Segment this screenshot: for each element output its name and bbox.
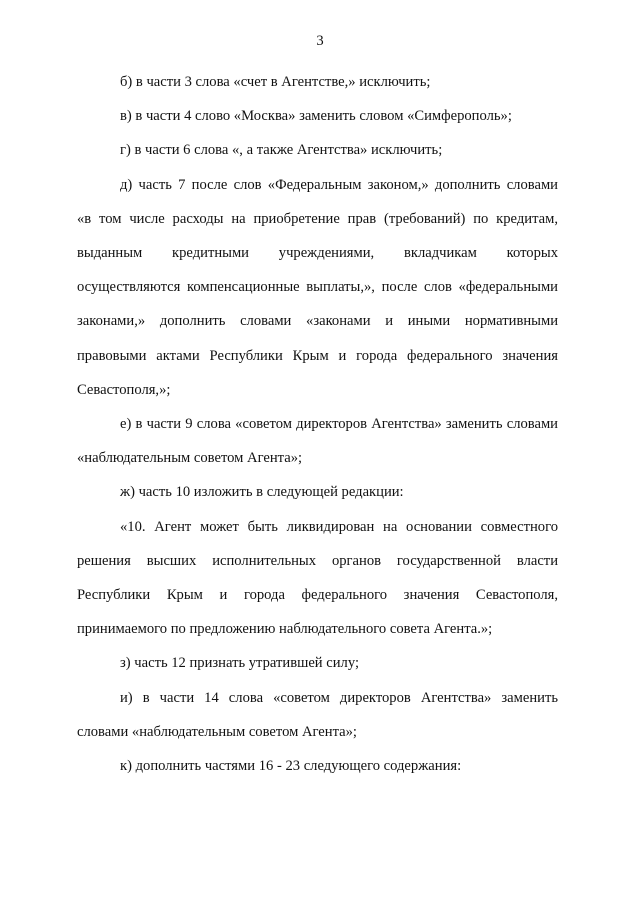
document-body	[77, 65, 558, 783]
paragraph-line: е) в части 9 слова «советом директоров Агентства» заменить словами	[120, 416, 558, 433]
paragraph-line: г) в части 6 слова «, а также Агентства» исключить;	[120, 142, 443, 159]
paragraph	[77, 681, 558, 749]
paragraph-line: осуществляются компенсационные выплаты,», после слов «федеральными	[77, 279, 558, 296]
paragraph	[77, 749, 558, 783]
paragraph-line: в) в части 4 слово «Москва» заменить словом «Симферополь»;	[120, 108, 512, 125]
paragraph-line: словами «наблюдательным советом Агента»;	[77, 723, 357, 740]
paragraph-line: правовыми актами Республики Крым и города федерального значения	[77, 347, 558, 364]
paragraph-line: з) часть 12 признать утратившей силу;	[120, 655, 359, 672]
paragraph-line: ж) часть 10 изложить в следующей редакции:	[120, 484, 404, 501]
paragraph-line: к) дополнить частями 16 - 23 следующего содержания:	[120, 758, 462, 775]
paragraph	[77, 510, 558, 647]
paragraph-line: решения высших исполнительных органов государственной власти	[77, 552, 558, 569]
paragraph-line: принимаемого по предложению наблюдательного совета Агента.»;	[77, 621, 493, 638]
paragraph-line: выданным кредитными учреждениями, вкладчикам которых	[77, 245, 558, 262]
paragraph-line: законами,» дополнить словами «законами и иными нормативными	[77, 313, 558, 330]
paragraph	[77, 65, 558, 99]
paragraph	[77, 99, 558, 133]
paragraph-line: Республики Крым и города федерального значения Севастополя,	[77, 587, 558, 604]
paragraph-line: «наблюдательным советом Агента»;	[77, 450, 303, 467]
paragraph	[77, 475, 558, 509]
paragraph	[77, 407, 558, 475]
paragraph-line: и) в части 14 слова «советом директоров Агентства» заменить	[120, 689, 558, 706]
paragraph-line: д) часть 7 после слов «Федеральным законом,» дополнить словами	[120, 176, 558, 193]
paragraph-line: «10. Агент может быть ликвидирован на основании совместного	[120, 518, 558, 535]
paragraph	[77, 646, 558, 680]
page-number: 3	[316, 33, 324, 49]
paragraph	[77, 133, 558, 167]
paragraph-line: Севастополя,»;	[77, 381, 171, 398]
paragraph-line: «в том числе расходы на приобретение прав (требований) по кредитам,	[77, 210, 558, 227]
paragraph-line: б) в части 3 слова «счет в Агентстве,» исключить;	[120, 74, 431, 90]
paragraph	[77, 168, 558, 407]
